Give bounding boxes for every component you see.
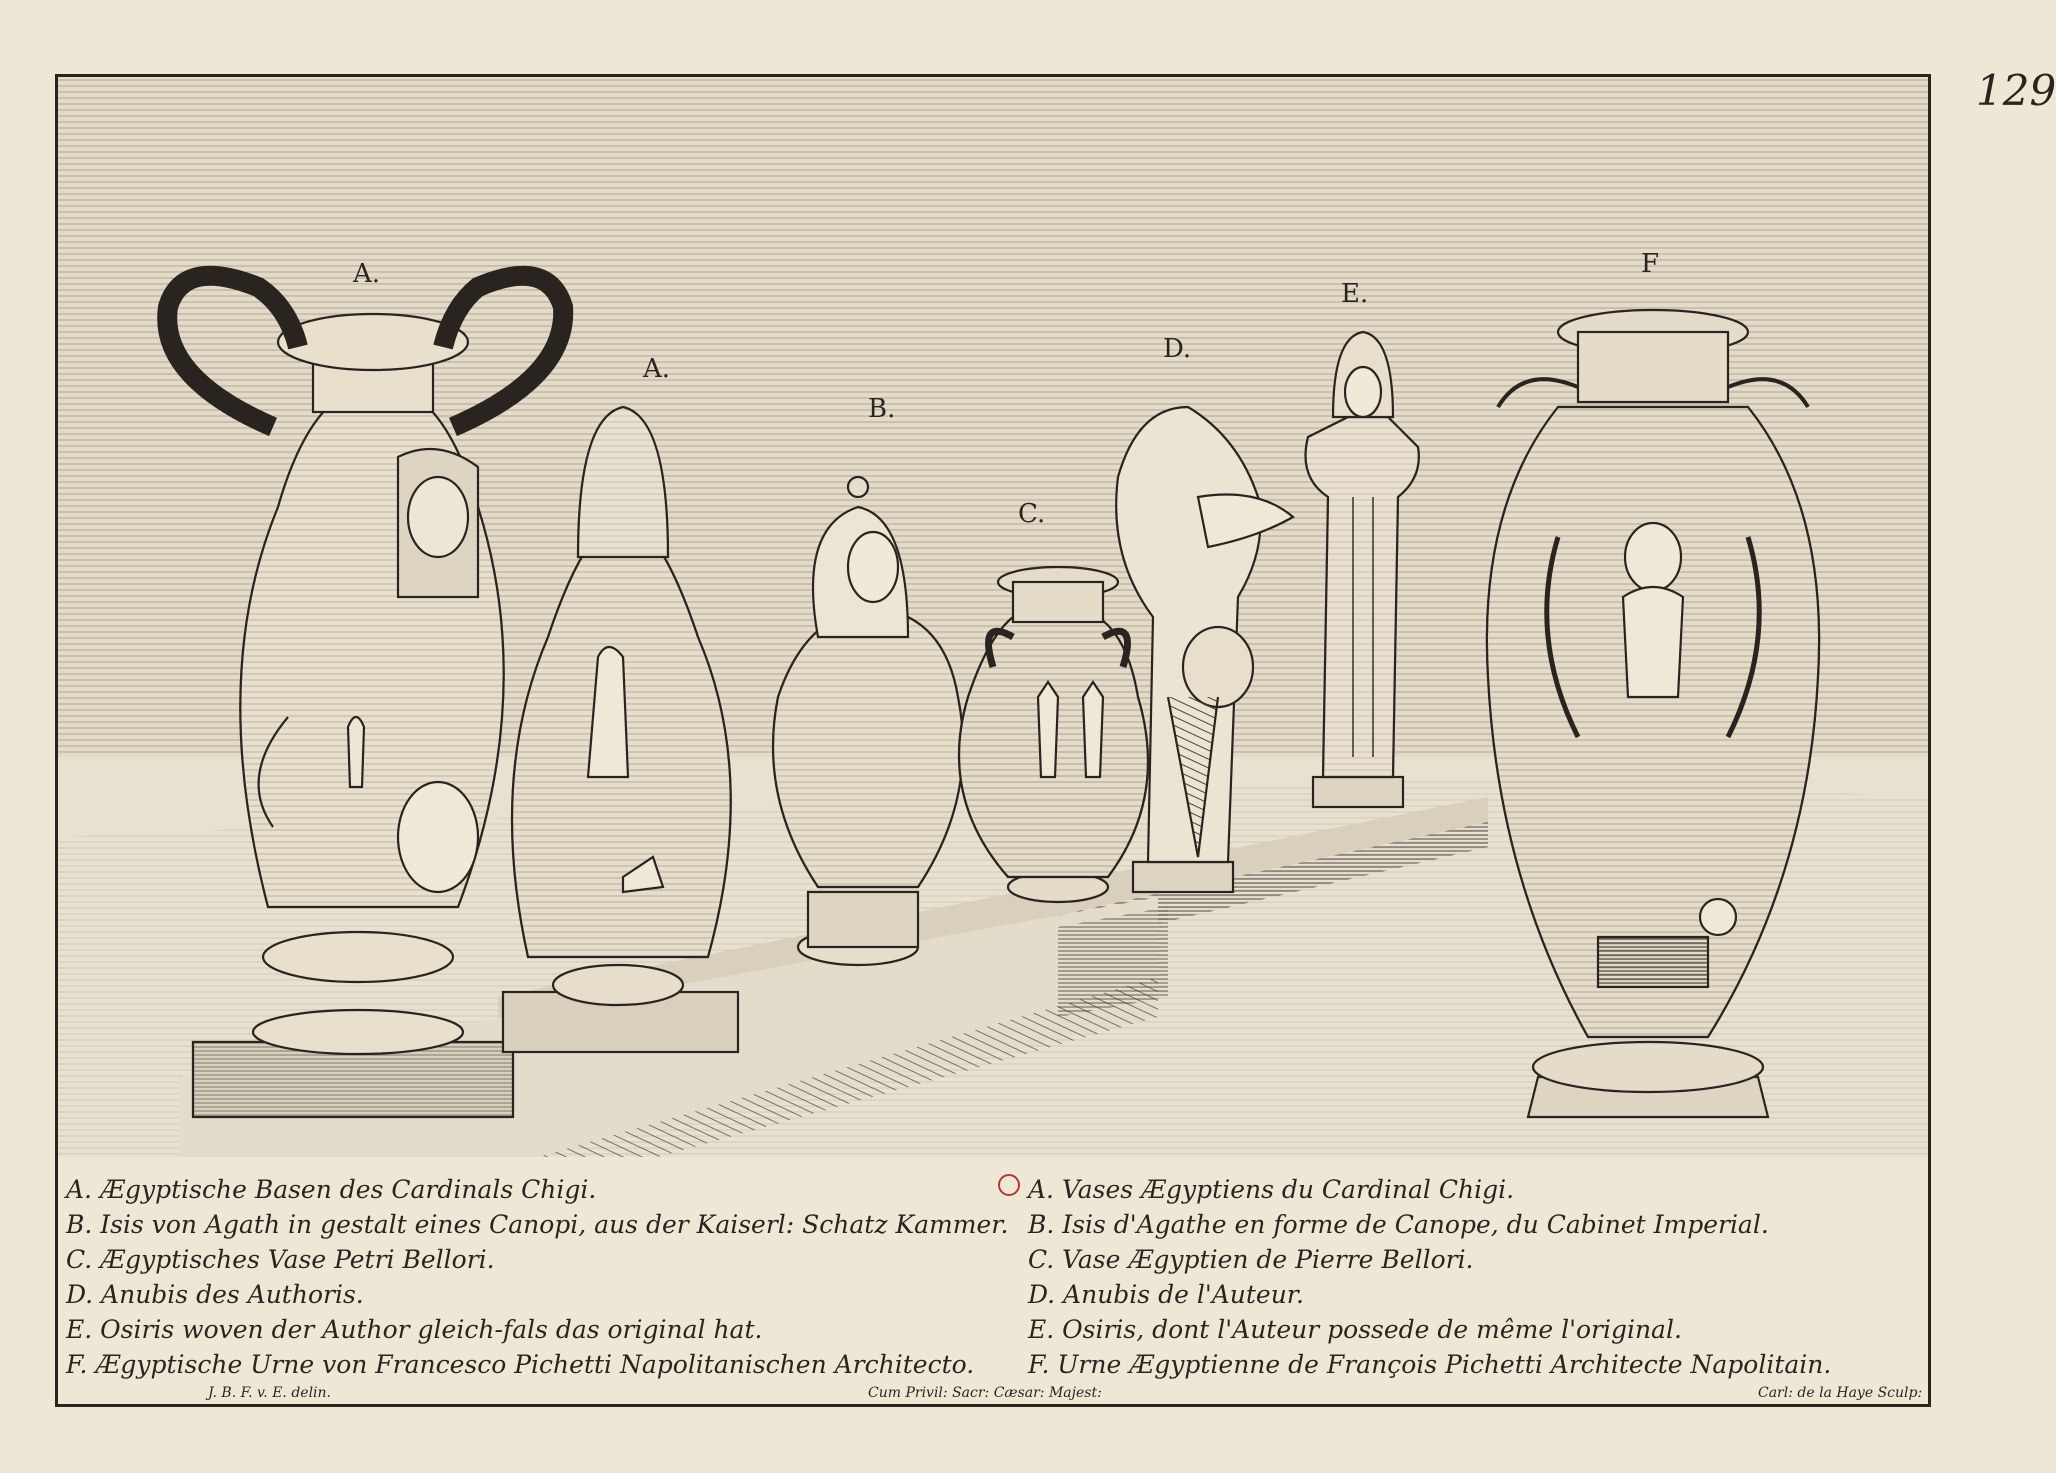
page-number: 129 bbox=[1976, 66, 2056, 115]
label-c: C. bbox=[1018, 499, 1046, 529]
credit-delineator: J. B. F. v. E. delin. bbox=[208, 1385, 331, 1401]
engraving-illustration bbox=[58, 77, 1928, 1157]
label-e: E. bbox=[1341, 279, 1369, 309]
caption-fr-f: F. Urne Ægyptienne de François Pichetti Architecte Napolitain. bbox=[1028, 1350, 1832, 1379]
library-stamp bbox=[998, 1174, 1020, 1196]
label-a1: A. bbox=[353, 259, 381, 289]
caption-area bbox=[55, 1157, 1931, 1407]
caption-de-d: D. Anubis des Authoris. bbox=[66, 1280, 364, 1309]
caption-de-e: E. Osiris woven der Author gleich-fals das original hat. bbox=[66, 1315, 763, 1344]
engraving-plate bbox=[55, 74, 1931, 1157]
label-a2: A. bbox=[643, 354, 671, 384]
caption-fr-a: A. Vases Ægyptiens du Cardinal Chigi. bbox=[1028, 1175, 1515, 1204]
caption-de-b: B. Isis von Agath in gestalt eines Canopi, aus der Kaiserl: Schatz Kammer. bbox=[66, 1210, 1009, 1239]
caption-de-a: A. Ægyptische Basen des Cardinals Chigi. bbox=[66, 1175, 597, 1204]
caption-fr-d: D. Anubis de l'Auteur. bbox=[1028, 1280, 1304, 1309]
label-f: F bbox=[1641, 249, 1660, 279]
caption-de-f: F. Ægyptische Urne von Francesco Pichetti Napolitanischen Architecto. bbox=[66, 1350, 975, 1379]
caption-de-c: C. Ægyptisches Vase Petri Bellori. bbox=[66, 1245, 495, 1274]
label-b: B. bbox=[868, 394, 896, 424]
label-d: D. bbox=[1163, 334, 1192, 364]
credit-privilege: Cum Privil: Sacr: Cæsar: Majest: bbox=[868, 1385, 1102, 1401]
caption-fr-b: B. Isis d'Agathe en forme de Canope, du Cabinet Imperial. bbox=[1028, 1210, 1769, 1239]
credit-engraver: Carl: de la Haye Sculp: bbox=[1758, 1385, 1923, 1401]
caption-fr-c: C. Vase Ægyptien de Pierre Bellori. bbox=[1028, 1245, 1474, 1274]
caption-fr-e: E. Osiris, dont l'Auteur possede de même l'original. bbox=[1028, 1315, 1682, 1344]
